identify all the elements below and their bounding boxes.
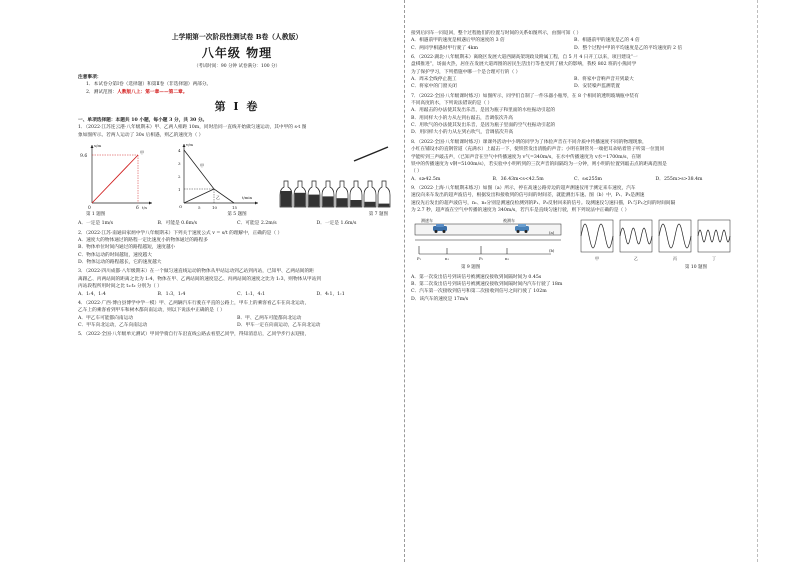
bottle	[378, 181, 390, 207]
right-column	[411, 30, 737, 303]
figure-10-waveforms	[577, 216, 737, 264]
figure-7-bottle-xylophone	[276, 141, 396, 211]
svg-text:5: 5	[198, 205, 201, 211]
fig1-origin: 0	[88, 206, 91, 212]
q8-stem-5: （ ）	[411, 169, 422, 175]
waveform-label: 丙	[673, 256, 677, 262]
q1-option-a[interactable]: A．一定是 1m/s	[78, 221, 114, 227]
figure-captions-2	[411, 264, 737, 271]
svg-text:1: 1	[178, 187, 181, 193]
figure-9-speed-detector	[411, 216, 563, 264]
q1-option-c[interactable]: C．可能是 2.2m/s	[237, 221, 277, 227]
q8-option-b[interactable]: B．36.43m<s<42.5m	[492, 176, 544, 182]
q8-stem-1: 8．（2022·全国·八年级课时练习）课课外活动中小明的同学为了体验声音在不同介质中传播速度不同的物理现象，	[411, 139, 647, 145]
bottle-water	[323, 196, 334, 206]
q8-options	[411, 176, 737, 183]
q9-stem-4: 为 2.7 秒，超声波在空气中传播的速度为 340m/s，若汽车是直线匀速行驶，则下列说法中正确的是（ ）	[411, 207, 630, 213]
bottle-water	[379, 204, 390, 207]
q9-option-b[interactable]: B．第二次发出信号到该信号被测速仪接收到间隔时间内汽车行驶了 18m	[411, 281, 563, 287]
q2-option-a[interactable]: A．速度大的物体通过的路程一定比速度小的物体通过的路程多	[78, 238, 208, 244]
binding-line	[757, 0, 764, 562]
note-2: 2．测试范围：人教版八上：第一章——第二章。	[86, 89, 188, 95]
svg-text:被测车: 被测车	[503, 218, 515, 224]
q8-stem-2: 小红在铺设水的直钢管道（充满水）上敲击一下，使铁管发出清脆的声音；小明在钢管另一端把耳朵贴着管子听第一位置同	[411, 147, 665, 153]
q8-option-c[interactable]: C．s≤255m	[574, 176, 602, 182]
q3-stem-2: 离跟乙、丙两站间的距离之比为 1:4，物体在甲、乙两站间的速度是乙、丙两站间的速度之比为 1:3，则物体从甲站到	[78, 276, 322, 282]
bottle-water	[281, 191, 292, 207]
q2-option-b[interactable]: B．物体单位时间内通过的路程越短，速度越小	[78, 245, 176, 251]
fig1-x-tick: 6	[136, 206, 139, 212]
q6-option-a[interactable]: A．周末全线停止施工	[411, 77, 457, 83]
q9-stem-1: 9．（2022·上海·八年级期末练习）如图（a）所示，停在高速公路旁边的超声测速仪用于测定来车速度，汽车	[411, 185, 636, 191]
waveform-curve	[620, 228, 652, 244]
figures-row-2	[411, 216, 737, 264]
q6-option-c[interactable]: C．将家中的门窗关闭	[411, 84, 457, 90]
q9-option-c[interactable]: C．汽车第一次接收到信号和第二次接收到信号之间行驶了 102m	[411, 289, 547, 295]
q9-option-d[interactable]: D．该汽车的速度是 17m/s	[411, 296, 469, 302]
q7-option-b[interactable]: B．用同样大小的力从左到右敲击，音调依次升高	[411, 115, 513, 121]
waveform-label: 甲	[595, 256, 599, 262]
q6-stem-1: 6．（2022·湖北·八年级期末）离晓区发展大道西湖高架现政及附属工程，自 5 月 4 日开工以来，项目建设“一	[411, 55, 638, 61]
svg-text:(a): (a)	[549, 230, 555, 236]
q5-option-b[interactable]: B．相遇前甲的速度是乙的 4 倍	[574, 38, 640, 44]
caption-fig1: 第 1 题图	[86, 212, 106, 218]
q8-option-d[interactable]: D．255m>s>38.4m	[655, 176, 703, 182]
q4-stem-1: 4．（2022·广西·博白县博学中学一模）甲、乙两辆汽车行驶在平直的公路上，甲车上的乘客看乙车在向北运动，	[78, 300, 310, 306]
q1-options	[78, 220, 396, 227]
notes-heading: 注意事项：	[78, 75, 102, 80]
q6-option-b[interactable]: B．将家中音响声音开到最大	[574, 77, 634, 83]
caption-fig7: 第 7 题图	[368, 212, 388, 218]
q5-option-c[interactable]: C．两同学相遇时甲行驶了 4km	[411, 45, 478, 51]
bottle-water	[351, 200, 362, 207]
svg-text:甲: 甲	[200, 163, 204, 169]
svg-text:P₂: P₂	[479, 256, 484, 262]
section-juan-1: 第 Ⅰ 卷	[214, 100, 260, 114]
q4-options-row1	[78, 315, 396, 322]
q5-options-row1	[411, 37, 737, 44]
bottle-water	[295, 193, 306, 207]
q7-option-c[interactable]: C．用吹气的办法使其发出乐音，是因为瓶子里面的空气柱振动引起的	[411, 123, 556, 129]
note-1: 1．本试卷分第Ⅰ卷（选择题）和第Ⅱ卷（非选择题）两部分。	[86, 82, 212, 88]
exam-subject: 八年级 物理	[201, 46, 273, 60]
fig1-y-unit: s/m	[94, 143, 102, 149]
q4-option-d[interactable]: D．甲车一定在向南运动，乙车向北运动	[237, 322, 321, 328]
q6-stem-3: 为了保护学习，下列措施中哪一个是合理可行的（ ）	[411, 69, 521, 75]
q5-option-a[interactable]: A．相遇前甲的速度是相遇后甲的速度的 3 倍	[411, 38, 505, 44]
q7-option-d[interactable]: D．用同样大小的力从左到右吹气，音调依次升高	[411, 130, 514, 136]
figure-captions	[78, 211, 396, 218]
waveform-curve	[698, 230, 730, 242]
q4-option-b[interactable]: B．甲、乙两车可能都向北运动	[237, 315, 302, 321]
q4-option-a[interactable]: A．甲乙车可能都向南运动	[78, 315, 133, 321]
section-heading: 一、单项选择题：本题共 10 小题，每小题 3 分，共 30 分。	[78, 118, 208, 124]
q1-stem-1: 1．（2022·江苏连云港·八年级期末）甲、乙两人相距 10m，同时沿同一直线开始做匀速运动，其中甲的 s-t 图	[78, 125, 307, 131]
svg-text:(b): (b)	[549, 248, 555, 254]
svg-text:n₂: n₂	[505, 256, 509, 262]
caption-fig10: 第 10 题图	[684, 265, 707, 271]
svg-text:3: 3	[178, 161, 181, 167]
bottle-water	[337, 198, 348, 206]
q4-options-row2	[78, 322, 396, 329]
exam-info: （考试时间：90 分钟 试卷满分：100 分）	[193, 64, 281, 69]
q6-options-row1	[411, 76, 737, 83]
q9-stem-2: 速仪向来车发出的超声波信号，根据发出和接收到的信号间的时间差，就能测出车速。图（b）中，P₁、P₂是测速	[411, 193, 645, 199]
fig1-x-unit: t/s	[142, 205, 148, 211]
figures-row	[78, 141, 396, 211]
q8-option-a[interactable]: A．s≥42.5m	[411, 176, 441, 182]
svg-text:t/min: t/min	[242, 195, 253, 201]
q1-stem-2: 象如图所示。若两人运动了 30s 后相遇，则乙的速度为（ ）	[78, 132, 204, 138]
q3-option-c[interactable]: C．1:1，4:1	[237, 291, 266, 297]
q5-stem-1: 5．（2022·全国·八年级单元测试）甲同学骑自行车沿直线公路去看望乙同学，得知消息后，乙同学步行去迎接，	[78, 332, 310, 338]
q3-stem-1: 3．（2022·四川成都·八年级期末）在一个做匀速直线运动的物体从甲站运动到乙站到丙站，已知甲、乙两站间的距	[78, 269, 314, 275]
q9-stem-3: 速仪先后发出的超声波信号，n₁、n₂分别是测速仪检测到的P₁、P₂反射回来的信号。设测速仪匀速扫描，P₁与P₂之间的时间间隔	[411, 200, 676, 206]
q4-option-c[interactable]: C．甲车向北运动，乙车向南运动	[78, 322, 148, 328]
q5-options-row2	[411, 45, 737, 52]
q5-option-d[interactable]: D．整个过程中甲的平均速度是乙的平均速度的 2 倍	[574, 45, 683, 51]
svg-text:2: 2	[178, 174, 181, 180]
q3-stem-3: 丙站段程所用时间之比 t₁:t₂ 分别为（ ）	[78, 284, 162, 290]
q8-stem-3: 学能听到三声敲击声，（已知声音在空气中传播速度为 v气=340m/s，在水中传播速度为 v水=1700m/s，在钢	[411, 154, 641, 160]
figure-1-st-graph	[78, 141, 156, 211]
q1-option-d[interactable]: D．一定是 1.6m/s	[316, 221, 357, 227]
svg-text:10: 10	[212, 205, 218, 211]
svg-text:P₁: P₁	[417, 256, 422, 262]
q6-option-d[interactable]: D．安装噪声监测装置	[574, 84, 620, 90]
q3-option-b[interactable]: B．1:3，1:4	[157, 291, 186, 297]
q6-options-row2	[411, 83, 737, 90]
q6-stem-2: 盘棋推进”，场面火热，居住在发展大道周围的居民生活出行等也受到了极大的影响，我校 802 班的小熊同学	[411, 62, 637, 68]
q3-option-a[interactable]: A．1:4，1:4	[78, 291, 106, 297]
bottle-water	[365, 202, 376, 207]
caption-fig9: 第 9 题图	[461, 265, 481, 271]
test-range: 人教版八上：第一章——第二章。	[117, 89, 188, 95]
svg-text:15: 15	[232, 205, 238, 211]
waveform-label: 乙	[634, 256, 638, 262]
q5-stem-2: 接到后同车一同返回，整个过程他们的位置与时间的关系如图所示，由图可知（ ）	[411, 31, 582, 36]
bottle-water	[309, 195, 320, 207]
svg-text:4: 4	[178, 148, 181, 154]
q9-option-a[interactable]: A．第一次发出信号到该信号被测速仪接收到间隔时间为 0.45s	[411, 274, 542, 280]
q2-option-d[interactable]: D．物体运动的路程越长，它的速度越大	[78, 260, 162, 266]
q3-option-d[interactable]: D．4:1，1:1	[316, 291, 345, 297]
left-column	[78, 0, 396, 339]
q8-stem-4: 铁中的传播速度为 v钢=5100m/s），若实验中小明听到的三次声音的间隔均为一分钟，则小明的位置到敲击点的距离范围是	[411, 161, 667, 167]
q2-option-c[interactable]: C．物体运动的时间越短，速度越大	[78, 252, 152, 258]
q7-stem-1: 7．（2022·全国·八年级课时练习）如图所示，同学们自制了一件乐器小瓶琴，在 8 个相同的透明玻璃瓶中装有	[411, 93, 639, 99]
fig1-y-tick: 9.6	[80, 154, 88, 160]
svg-text:n₁: n₁	[445, 256, 449, 262]
figure-5-position-time	[170, 141, 262, 211]
exam-title: 上学期第一次阶段性测试卷 B卷（人教版）	[171, 33, 303, 41]
waveform-curve	[581, 224, 613, 248]
caption-fig5: 第 5 题图	[227, 212, 247, 218]
q3-options	[78, 291, 396, 298]
q2-stem: 2．（2022·江苏·南通田家炳中学八年级期末）下列关于速度公式 v = s/t 的理解中，正确的是（ ）	[78, 230, 283, 236]
waveform-label: 丁	[712, 256, 716, 262]
waveform-curve	[659, 224, 691, 248]
svg-text:v/m: v/m	[186, 142, 194, 148]
column-divider	[404, 0, 405, 562]
svg-text:乙: 乙	[216, 195, 220, 201]
q1-option-b[interactable]: B．可能是 0.6m/s	[157, 221, 198, 227]
q7-stem-2: 不同高度的水，下列说法错误的是（ ）	[411, 101, 493, 107]
q7-option-a[interactable]: A．用敲击的办法使其发出乐音，是因为瓶子和里面的水柱振动引起的	[411, 108, 556, 114]
svg-text:O: O	[179, 204, 183, 210]
fig1-line-label: 甲	[140, 150, 144, 156]
svg-text:测速车: 测速车	[421, 218, 433, 224]
q4-stem-2: 乙车上的乘客看到甲车和树木都向南运动，则以下说法中正确的是（ ）	[78, 308, 225, 314]
